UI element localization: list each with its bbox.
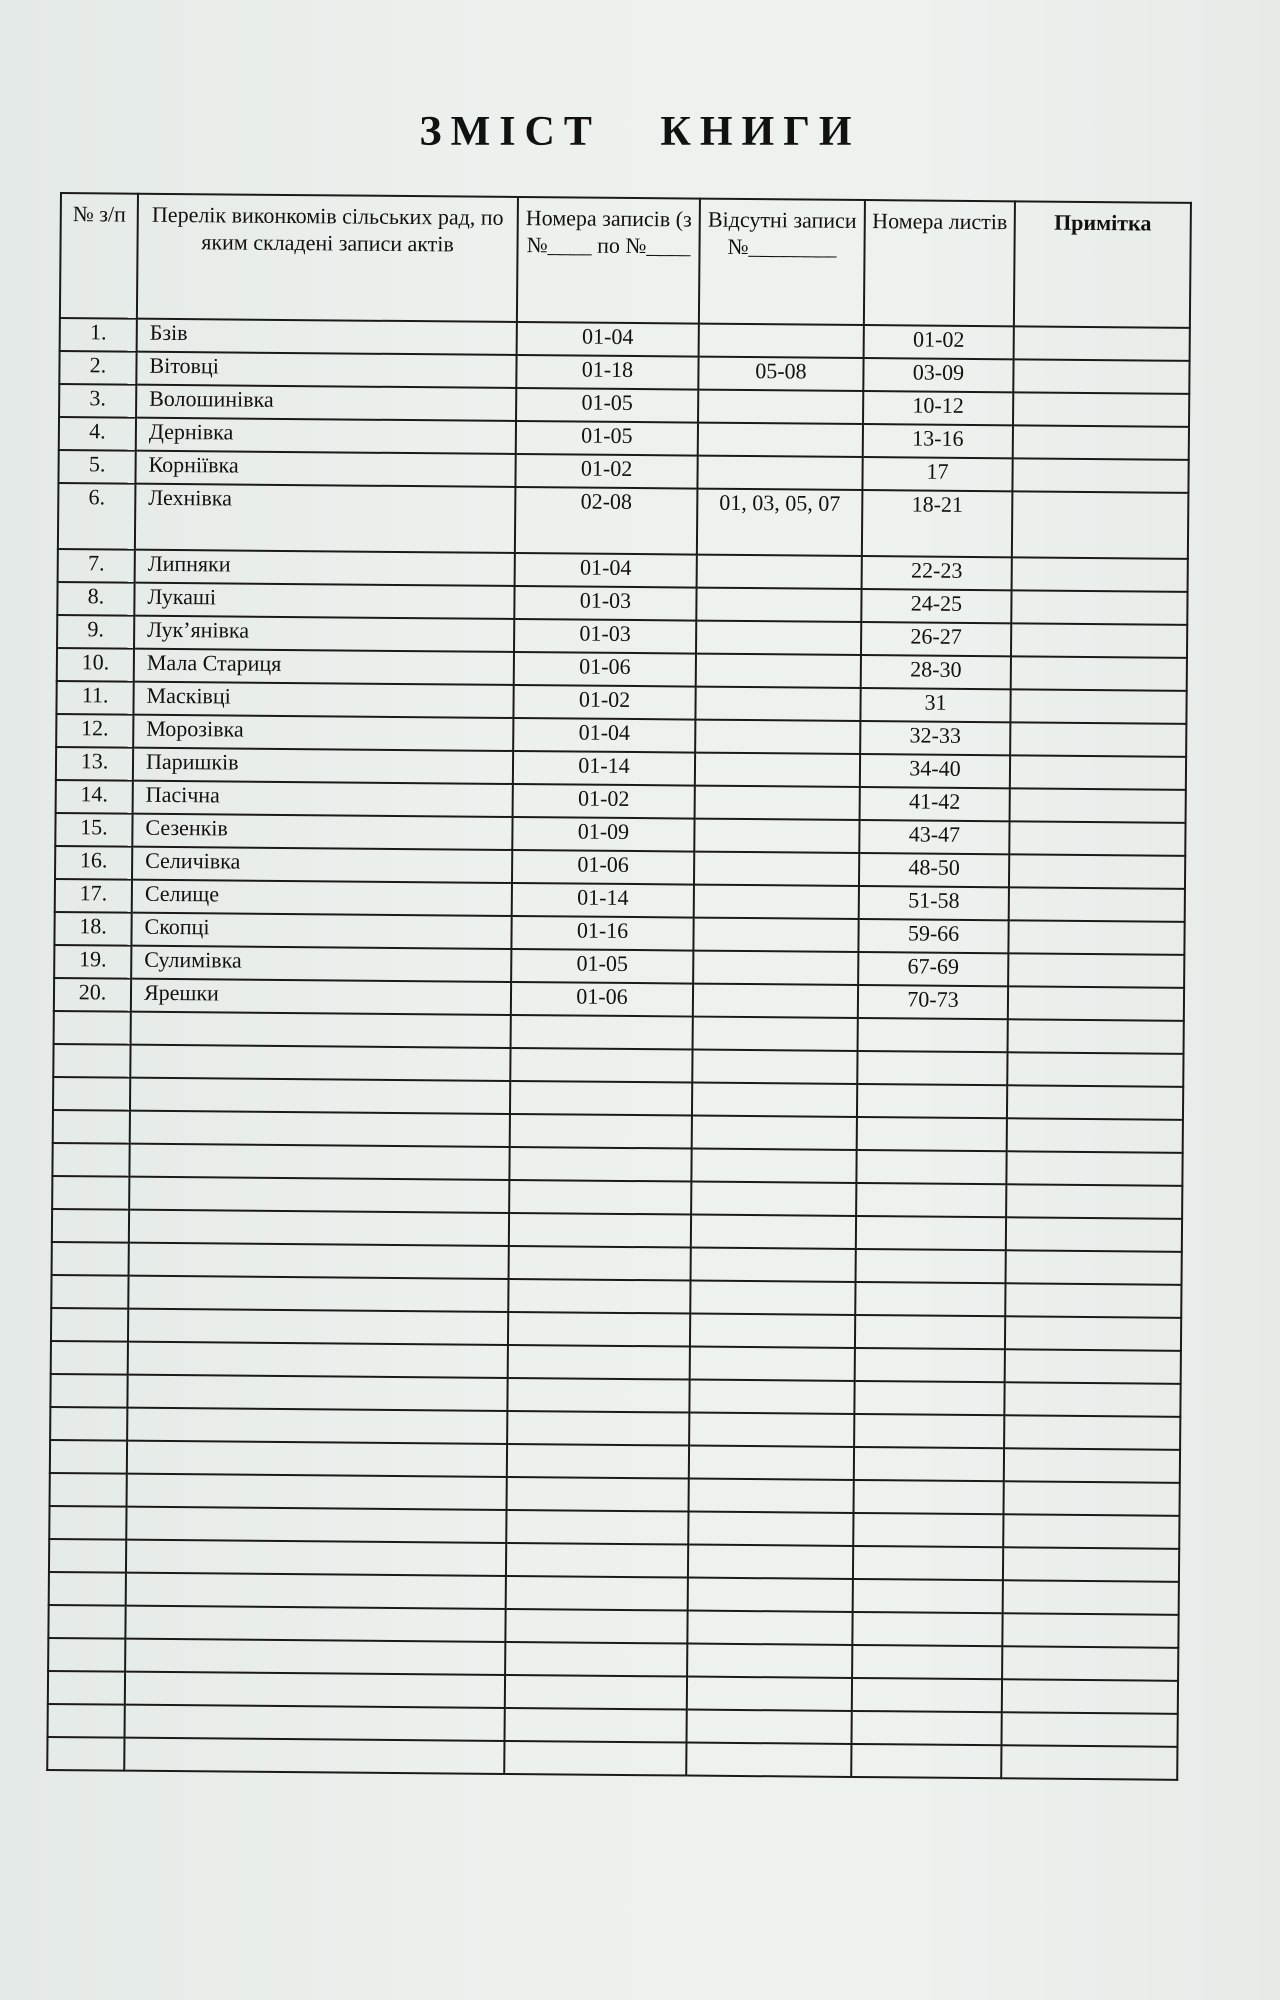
cell-council-name: Лехнівка [135, 484, 516, 553]
cell-missing [694, 852, 859, 886]
cell-num: 10. [57, 648, 134, 682]
cell-sheets: 34-40 [860, 754, 1010, 788]
header-council: Перелік виконкомів сільських рад, по яким складені записи актів [137, 194, 518, 322]
blank-cell [125, 1705, 505, 1741]
blank-cell [1007, 1118, 1183, 1153]
blank-cell [693, 1017, 858, 1051]
cell-council-name: Ярешки [131, 979, 511, 1015]
blank-cell [126, 1540, 506, 1576]
blank-cell [51, 1275, 128, 1309]
blank-cell [1007, 1085, 1183, 1120]
blank-cell [1005, 1349, 1181, 1384]
blank-cell [854, 1480, 1004, 1514]
blank-cell [856, 1216, 1006, 1250]
blank-cell [857, 1084, 1007, 1118]
blank-cell [690, 1347, 855, 1381]
cell-note [1011, 590, 1187, 625]
blank-cell [507, 1411, 689, 1446]
cell-sheets: 67-69 [858, 952, 1008, 986]
blank-cell [1005, 1283, 1181, 1318]
blank-cell [129, 1177, 509, 1213]
cell-records: 01-06 [511, 982, 693, 1017]
cell-missing [695, 786, 860, 820]
blank-cell [689, 1479, 854, 1513]
cell-sheets: 41-42 [860, 787, 1010, 821]
blank-cell [48, 1671, 125, 1705]
cell-missing [696, 588, 861, 622]
blank-cell [691, 1215, 856, 1249]
blank-cell [688, 1512, 853, 1546]
blank-cell [1003, 1481, 1179, 1516]
cell-num: 11. [56, 681, 133, 715]
blank-cell [54, 1011, 131, 1045]
blank-cell [686, 1710, 851, 1744]
cell-note [1010, 788, 1186, 823]
cell-council-name: Лукаші [134, 583, 514, 619]
blank-cell [691, 1182, 856, 1216]
cell-num: 6. [58, 483, 136, 550]
blank-cell [506, 1576, 688, 1611]
blank-cell [127, 1375, 507, 1411]
blank-cell [1002, 1613, 1178, 1648]
cell-note [1012, 491, 1189, 559]
cell-sheets: 01-02 [864, 325, 1014, 359]
blank-cell [1004, 1448, 1180, 1483]
cell-sheets: 59-66 [858, 919, 1008, 953]
blank-cell [128, 1276, 508, 1312]
cell-records: 01-02 [513, 685, 695, 720]
blank-cell [1003, 1514, 1179, 1549]
cell-sheets: 03-09 [863, 358, 1013, 392]
blank-cell [1004, 1382, 1180, 1417]
blank-cell [858, 1018, 1008, 1052]
cell-num: 7. [58, 549, 135, 583]
blank-cell [50, 1473, 127, 1507]
cell-records: 01-06 [512, 850, 694, 885]
cell-num: 18. [54, 912, 131, 946]
blank-cell [505, 1708, 687, 1743]
cell-num: 20. [54, 978, 131, 1012]
blank-cell [128, 1342, 508, 1378]
cell-records: 01-14 [512, 883, 694, 918]
cell-council-name: Волошинівка [136, 385, 516, 421]
blank-cell [688, 1578, 853, 1612]
cell-sheets: 26-27 [861, 622, 1011, 656]
blank-cell [506, 1510, 688, 1545]
cell-records: 01-02 [513, 784, 695, 819]
blank-cell [857, 1051, 1007, 1085]
blank-cell [50, 1440, 127, 1474]
cell-num: 12. [56, 714, 133, 748]
cell-missing [694, 819, 859, 853]
blank-cell [1006, 1184, 1182, 1219]
blank-cell [510, 1081, 692, 1116]
cell-sheets: 22-23 [862, 556, 1012, 590]
blank-cell [48, 1605, 125, 1639]
blank-cell [47, 1737, 124, 1771]
cell-records: 01-04 [517, 322, 699, 357]
cell-missing [699, 324, 864, 358]
cell-missing [697, 555, 862, 589]
table-header-row [60, 193, 1191, 328]
cell-num: 16. [55, 846, 132, 880]
blank-cell [852, 1645, 1002, 1679]
header-num: № з/п [60, 193, 138, 319]
cell-note [1009, 887, 1185, 922]
blank-cell [688, 1545, 853, 1579]
cell-missing [698, 423, 863, 457]
blank-cell [508, 1345, 690, 1380]
blank-cell [128, 1309, 508, 1345]
blank-cell [692, 1083, 857, 1117]
cell-sheets: 32-33 [860, 721, 1010, 755]
cell-missing [695, 687, 860, 721]
blank-cell [851, 1711, 1001, 1745]
blank-cell [507, 1477, 689, 1512]
blank-cell [53, 1044, 130, 1078]
blank-cell [129, 1243, 509, 1279]
blank-cell [1006, 1151, 1182, 1186]
cell-records: 01-02 [515, 454, 697, 489]
header-note: Примітка [1014, 201, 1191, 328]
header-records: Номера записів (з №____ по №____ [517, 197, 700, 324]
cell-note [1009, 821, 1185, 856]
cell-council-name: Дернівка [136, 418, 516, 454]
blank-cell [48, 1638, 125, 1672]
cell-sheets: 24-25 [861, 589, 1011, 623]
blank-cell [507, 1444, 689, 1479]
cell-records: 01-18 [516, 355, 698, 390]
blank-cell [505, 1609, 687, 1644]
blank-cell [691, 1248, 856, 1282]
cell-num: 13. [56, 747, 133, 781]
blank-cell [127, 1474, 507, 1510]
cell-note [1010, 689, 1186, 724]
contents-table [46, 192, 1192, 1781]
cell-council-name: Селичівка [132, 847, 512, 883]
cell-sheets: 31 [860, 688, 1010, 722]
blank-cell [692, 1050, 857, 1084]
cell-num: 8. [57, 582, 134, 616]
cell-note [1010, 722, 1186, 757]
cell-missing [697, 456, 862, 490]
blank-cell [52, 1242, 129, 1276]
cell-council-name: Бзів [137, 319, 517, 355]
cell-missing [695, 753, 860, 787]
cell-council-name: Корніївка [135, 451, 515, 487]
blank-cell [1006, 1217, 1182, 1252]
cell-sheets: 17 [862, 457, 1012, 491]
blank-cell [855, 1315, 1005, 1349]
cell-records: 01-16 [511, 916, 693, 951]
blank-cell [1008, 1019, 1184, 1054]
cell-note [1011, 656, 1187, 691]
blank-cell [1007, 1052, 1183, 1087]
cell-sheets: 13-16 [863, 424, 1013, 458]
blank-cell [50, 1407, 127, 1441]
cell-records: 01-03 [514, 586, 696, 621]
cell-missing [695, 720, 860, 754]
cell-records: 01-04 [515, 553, 697, 588]
cell-missing [696, 621, 861, 655]
blank-cell [130, 1045, 510, 1081]
cell-note [1008, 953, 1184, 988]
blank-cell [50, 1374, 127, 1408]
blank-cell [511, 1015, 693, 1050]
blank-cell [508, 1279, 690, 1314]
cell-council-name: Лук’янівка [134, 616, 514, 652]
blank-cell [855, 1348, 1005, 1382]
blank-cell [1003, 1580, 1179, 1615]
cell-council-name: Морозівка [133, 715, 513, 751]
blank-cell [504, 1741, 686, 1776]
blank-cell [51, 1308, 128, 1342]
cell-missing [694, 885, 859, 919]
cell-note [1013, 359, 1189, 394]
blank-cell [510, 1048, 692, 1083]
cell-records: 01-03 [514, 619, 696, 654]
blank-cell [49, 1506, 126, 1540]
blank-cell [853, 1546, 1003, 1580]
blank-cell [852, 1678, 1002, 1712]
cell-num: 9. [57, 615, 134, 649]
blank-cell [508, 1312, 690, 1347]
blank-cell [691, 1149, 856, 1183]
table-row [58, 483, 1189, 559]
blank-cell [1002, 1646, 1178, 1681]
cell-council-name: Сезенків [132, 814, 512, 850]
blank-cell [125, 1639, 505, 1675]
blank-cell [49, 1572, 126, 1606]
blank-cell [48, 1704, 125, 1738]
cell-records: 01-05 [516, 388, 698, 423]
cell-num: 19. [54, 945, 131, 979]
cell-note [1014, 326, 1190, 361]
blank-cell [856, 1249, 1006, 1283]
blank-cell [126, 1573, 506, 1609]
cell-missing: 01, 03, 05, 07 [697, 489, 863, 556]
cell-council-name: Липняки [135, 550, 515, 586]
cell-sheets: 48-50 [859, 853, 1009, 887]
blank-cell [851, 1744, 1001, 1778]
cell-note [1012, 458, 1188, 493]
blank-cell [509, 1213, 691, 1248]
cell-missing [698, 390, 863, 424]
blank-cell [855, 1282, 1005, 1316]
blank-cell [687, 1677, 852, 1711]
cell-council-name: Паришків [133, 748, 513, 784]
cell-records: 01-05 [511, 949, 693, 984]
blank-cell [853, 1579, 1003, 1613]
blank-cell [509, 1180, 691, 1215]
page-title: ЗМІСТ КНИГИ [419, 109, 861, 155]
blank-cell [689, 1380, 854, 1414]
cell-council-name: Мала Стариця [134, 649, 514, 685]
cell-num: 15. [55, 813, 132, 847]
blank-cell [692, 1116, 857, 1150]
cell-sheets: 51-58 [859, 886, 1009, 920]
blank-cell [1001, 1745, 1177, 1780]
cell-records: 01-14 [513, 751, 695, 786]
blank-cell [1005, 1316, 1181, 1351]
cell-num: 14. [56, 780, 133, 814]
cell-num: 1. [60, 318, 137, 352]
cell-council-name: Скопці [131, 913, 511, 949]
blank-cell [1003, 1547, 1179, 1582]
blank-cell [129, 1210, 509, 1246]
blank-cell [857, 1117, 1007, 1151]
cell-note [1010, 755, 1186, 790]
blank-cell [690, 1281, 855, 1315]
cell-missing [696, 654, 861, 688]
blank-cell [1006, 1250, 1182, 1285]
blank-cell [687, 1644, 852, 1678]
cell-missing [693, 918, 858, 952]
blank-cell [687, 1611, 852, 1645]
blank-cell [506, 1543, 688, 1578]
cell-missing: 05-08 [698, 357, 863, 391]
blank-cell [1002, 1679, 1178, 1714]
blank-cell [53, 1077, 130, 1111]
blank-cell [129, 1144, 509, 1180]
cell-note [1012, 557, 1188, 592]
blank-cell [505, 1675, 687, 1710]
cell-sheets: 18-21 [862, 490, 1013, 557]
cell-note [1011, 623, 1187, 658]
cell-missing [693, 984, 858, 1018]
blank-cell [52, 1143, 129, 1177]
blank-cell [856, 1183, 1006, 1217]
cell-num: 2. [59, 351, 136, 385]
blank-cell [690, 1314, 855, 1348]
blank-cell [126, 1507, 506, 1543]
cell-records: 01-05 [516, 421, 698, 456]
cell-num: 5. [58, 450, 135, 484]
blank-cell [52, 1176, 129, 1210]
cell-missing [693, 951, 858, 985]
blank-cell [856, 1150, 1006, 1184]
blank-cell [509, 1147, 691, 1182]
blank-cell [689, 1413, 854, 1447]
blank-cell [127, 1408, 507, 1444]
blank-cell [127, 1441, 507, 1477]
blank-cell [130, 1078, 510, 1114]
blank-cell [52, 1209, 129, 1243]
blank-cell [124, 1738, 504, 1774]
blank-cell [49, 1539, 126, 1573]
blank-cell [852, 1612, 1002, 1646]
cell-note [1008, 986, 1184, 1021]
cell-council-name: Масківці [133, 682, 513, 718]
cell-records: 01-09 [512, 817, 694, 852]
header-sheets: Номера листів [864, 200, 1015, 326]
blank-cell [854, 1414, 1004, 1448]
blank-cell [854, 1381, 1004, 1415]
blank-cell [853, 1513, 1003, 1547]
cell-num: 4. [59, 417, 136, 451]
cell-sheets: 43-47 [859, 820, 1009, 854]
blank-cell [1001, 1712, 1177, 1747]
blank-cell [125, 1672, 505, 1708]
blank-cell [53, 1110, 130, 1144]
blank-cell [854, 1447, 1004, 1481]
blank-cell [689, 1446, 854, 1480]
blank-cell [686, 1743, 851, 1777]
cell-note [1013, 425, 1189, 460]
blank-cell [505, 1642, 687, 1677]
blank-cell [125, 1606, 505, 1642]
cell-note [1009, 854, 1185, 889]
blank-cell [1004, 1415, 1180, 1450]
cell-records: 01-06 [514, 652, 696, 687]
cell-sheets: 28-30 [861, 655, 1011, 689]
cell-records: 01-04 [513, 718, 695, 753]
cell-council-name: Вітовці [136, 352, 516, 388]
blank-cell [509, 1246, 691, 1281]
cell-note [1008, 920, 1184, 955]
table-body [47, 318, 1190, 1780]
cell-council-name: Сулимівка [131, 946, 511, 982]
cell-sheets: 10-12 [863, 391, 1013, 425]
blank-cell [131, 1012, 511, 1048]
blank-cell [51, 1341, 128, 1375]
cell-council-name: Пасічна [133, 781, 513, 817]
blank-cell [507, 1378, 689, 1413]
header-missing: Відсутні записи №________ [699, 199, 865, 325]
cell-note [1013, 392, 1189, 427]
blank-cell [130, 1111, 510, 1147]
cell-sheets: 70-73 [858, 985, 1008, 1019]
cell-records: 02-08 [515, 487, 698, 555]
cell-num: 3. [59, 384, 136, 418]
cell-council-name: Селище [132, 880, 512, 916]
cell-num: 17. [55, 879, 132, 913]
blank-cell [510, 1114, 692, 1149]
